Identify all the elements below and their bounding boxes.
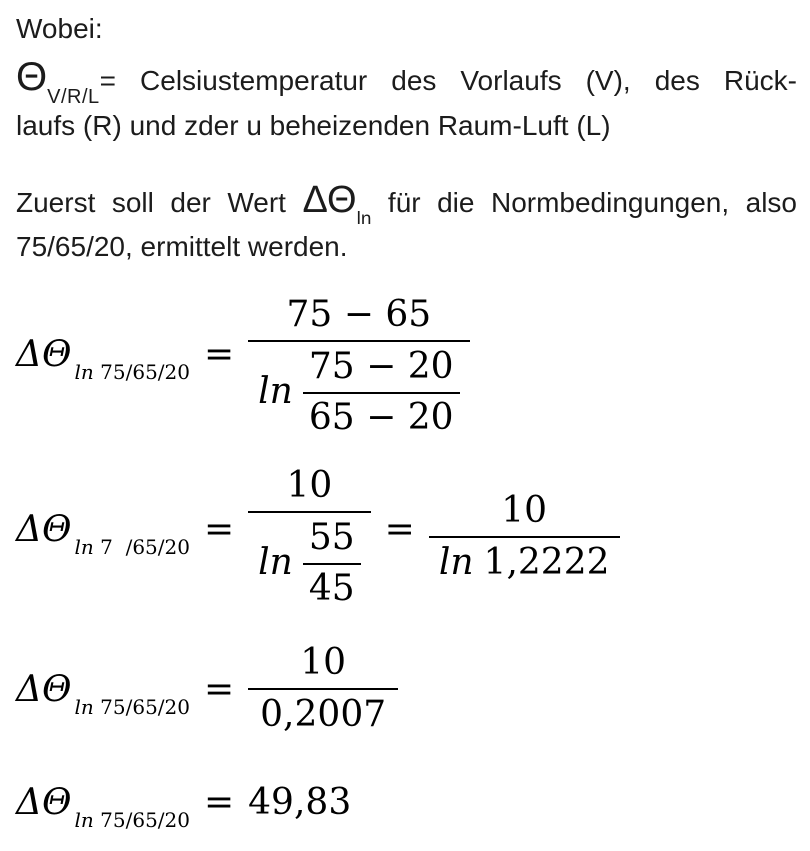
f1-nested-fraction <box>303 347 460 438</box>
definition-line-2: laufs (R) und zder u beheizenden Raum-Luft (L) <box>16 110 611 141</box>
f3-subscript <box>75 695 190 719</box>
formula-4 <box>16 781 797 832</box>
f1-numerator: 75 − 65 <box>286 294 432 335</box>
f2-nested-denominator: 45 <box>303 563 361 609</box>
f1-denominator <box>248 340 469 438</box>
f2-delta-theta: ΔΘ <box>16 508 72 550</box>
f2-ln-2: ln <box>438 542 474 584</box>
task-text-after: für die Normbedingungen, also <box>387 187 797 218</box>
f3-subscript-ln: ln <box>74 694 94 719</box>
f2-numerator-2: 10 <box>501 490 548 532</box>
definition-text: Celsiustemperatur des Vorlaufs (V), des Rück- <box>140 65 797 96</box>
f3-equals: = <box>203 668 235 710</box>
task-paragraph <box>16 178 797 269</box>
f2-fraction-2 <box>429 491 620 584</box>
f3-delta-theta: ΔΘ <box>16 668 72 710</box>
f1-equals: = <box>203 333 235 375</box>
f2-fraction-1 <box>248 466 371 609</box>
task-line-2: 75/65/20, ermittelt werden. <box>16 231 348 262</box>
f2-nested-numerator: 55 <box>308 517 355 559</box>
f3-numerator: 10 <box>300 641 347 683</box>
f2-denominator-2 <box>429 536 620 583</box>
equals-sign: = <box>99 65 117 96</box>
f1-nested-numerator: 75 − 20 <box>308 346 454 388</box>
f3-subscript-values: 75/65/20 <box>100 694 190 719</box>
f3-fraction <box>248 643 398 736</box>
delta-theta-glyph: ΔΘ <box>302 179 357 221</box>
f4-equals: = <box>203 781 235 823</box>
theta-subscript: V/R/L <box>47 86 100 103</box>
f4-subscript-values: 75/65/20 <box>100 807 190 832</box>
task-line-1 <box>16 178 797 224</box>
f2-ln-1: ln <box>258 542 293 584</box>
f2-lhs <box>16 508 190 559</box>
f2-nested-fraction <box>303 518 361 609</box>
f4-lhs <box>16 781 190 832</box>
f4-result: 49,83 <box>248 781 352 823</box>
f2-denominator-2-value: 1,2222 <box>483 542 610 584</box>
f1-subscript-values: 75/65/20 <box>100 359 190 384</box>
definition-line-1 <box>16 51 797 103</box>
f1-subscript <box>75 360 190 384</box>
f2-numerator-1: 10 <box>286 464 333 506</box>
delta-theta-inline-subscript: ln <box>356 209 372 224</box>
f1-delta-theta: ΔΘ <box>16 333 72 375</box>
f3-lhs <box>16 668 190 719</box>
f2-subscript <box>75 535 190 559</box>
f1-nested-denominator: 65 − 20 <box>303 392 460 438</box>
f3-denominator: 0,2007 <box>248 688 398 735</box>
f2-denominator-1 <box>248 511 371 609</box>
f2-subscript-ln: ln <box>74 534 94 559</box>
task-text-before: Zuerst soll der Wert <box>16 187 286 218</box>
f1-subscript-ln: ln <box>74 359 94 384</box>
theta-symbol <box>16 55 100 103</box>
f2-equals-1: = <box>203 508 235 550</box>
f1-ln: ln <box>258 371 293 413</box>
f4-subscript-ln: ln <box>74 807 94 832</box>
f4-subscript <box>75 808 190 832</box>
f4-delta-theta: ΔΘ <box>16 781 72 823</box>
intro-label: Wobei: <box>16 13 103 44</box>
f2-subscript-values: 7 /65/20 <box>100 534 190 559</box>
formula-3 <box>16 643 797 736</box>
formula-2 <box>16 466 797 609</box>
theta-glyph: Θ <box>16 55 48 99</box>
formula-1 <box>16 295 797 438</box>
delta-theta-inline <box>302 179 372 224</box>
f2-equals-2: = <box>384 508 415 550</box>
f1-fraction <box>248 295 469 438</box>
f1-lhs <box>16 333 190 384</box>
